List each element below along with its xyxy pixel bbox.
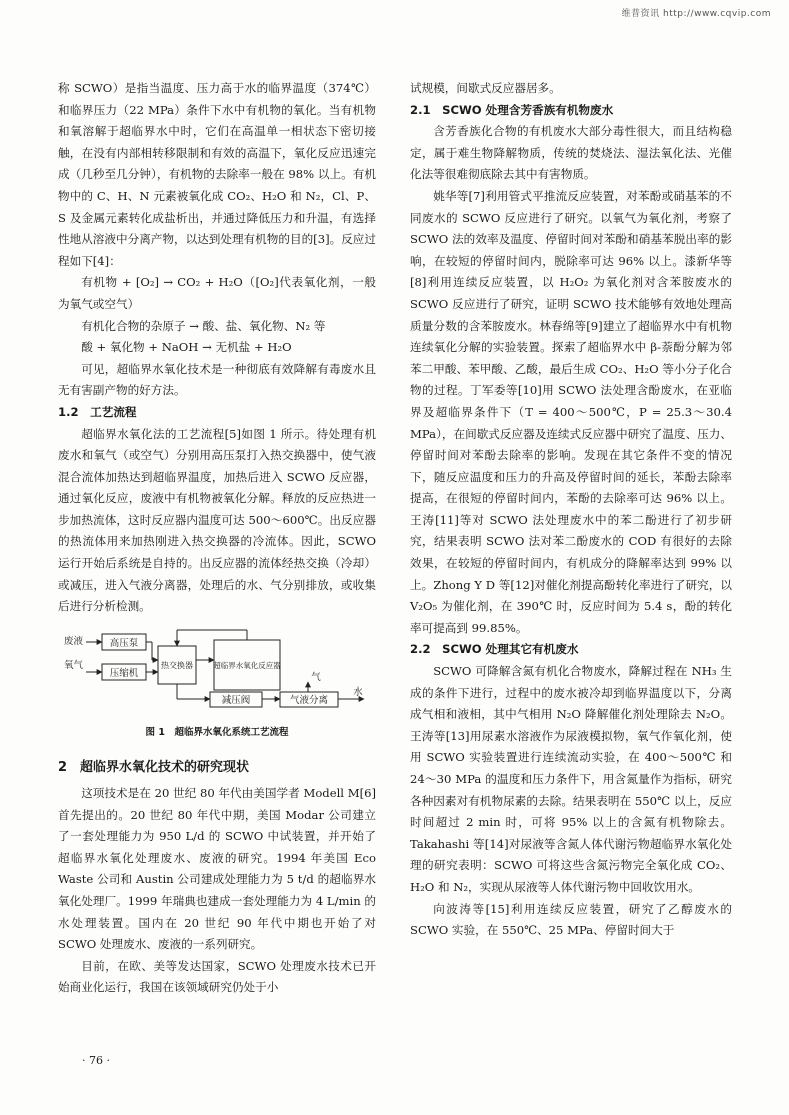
paragraph: 超临界水氧化法的工艺流程[5]如图 1 所示。待处理有机废水和氧气（或空气）分别用高压泵打入热交换器中，使气液混合流体加热达到超临界温度，加热后进入 SCWO 反应器，通过氧化反应，废液中有机物被氧化分解。释放的反应热进一步加热流体，这时反应器内温度可达 500～600℃。出反应器的热流体用来加热刚进入热交换器的冷流体。因此，SCWO 运行开始后系统是自持的。出反应器的流体经热交换（冷却）或减压，进入气液分离器，处理后的水、气分别排放，或收集后进行分析检测。 — [58, 426, 376, 614]
section-heading: 2.2 SCWO 处理其它有机废水 — [410, 642, 579, 657]
reaction-formula: 酸 + 氧化物 + NaOH → 无机盐 + H₂O — [81, 340, 292, 355]
paragraph: 姚华等[7]利用管式平推流反应装置，对苯酚或硝基苯的不同废水的 SCWO 反应进行了研究。以氧气为氧化剂，考察了 SCWO 法的效率及温度、停留时间对苯酚和硝基苯脱出率的影响，在较短的停留时间内，脱除率可达 96% 以上。漆新华等[8]利用连续反应装置，以 H₂O₂ 为氧化剂对含苯胺废水的 SCWO 反应进行了研究，证明 SCWO 技术能够有效地处理高质量分数的含苯胺废水。林春绵等[9]建立了超临界水中有机物连续氧化分解的实验装置。探索了超临界水中 β-萘酚分解为邻苯二甲酸、苯甲酸、乙酸，最后生成 CO₂、H₂O 等小分子化合物的过程。丁军委等[10]用 SCWO 法处理含酚废水，在亚临界及超临界条件下（T = 400～500℃，P = 25.3～30.4 MPa），在间歇式反应器及连续式反应器中研究了温度、压力、停留时间对苯酚去除率的影响。发现在其它条件不变的情况下，随反应温度和压力的升高及停留时间的延长，苯酚去除率提高，在很短的停留时间内，苯酚的去除率可达 96% 以上。王涛[11]等对 SCWO 法处理废水中的苯二酚进行了初步研究，结果表明 SCWO 法对苯二酚废水的 COD 有很好的去除效果，在较短的停留时间内，有机成分的降解率达到 99% 以上。Zhong Y D 等[12]对催化剂提高酚转化率进行了研究，以 V₂O₅ 为催化剂，在 390℃ 时，反应时间为 5.4 s，酚的转化率可提高到 99.85%。 — [410, 188, 732, 635]
gas-output-label: 气 — [311, 671, 321, 683]
paragraph: 这项技术是在 20 世纪 80 年代由美国学者 Modell M[6] 首先提出的。20 世纪 80 年代中期，美国 Modar 公司建立了一套处理能力为 950 L/d 的 SCWO 中试装置，并开始了超临界水氧化处理废水、废液的研究。1994 年美国 Eco Waste 公司和 Austin 公司建成处理能力为 5 t/d 的超临界水氧化处理厂。1999 年瑞典也建成一套处理能力为 4 L/min 的水处理装置。国内在 20 世纪 90 年代中期也开始了对 SCWO 处理废水、废液的一系列研究。 — [58, 786, 376, 952]
left-column — [58, 78, 376, 999]
valve-label: 减压阀 — [221, 694, 251, 706]
oxygen-label: 氧气 — [64, 659, 84, 671]
heat-exchanger-label: 热交换器 — [161, 660, 193, 670]
paragraph: 试规模，间歇式反应器居多。 — [410, 81, 561, 95]
reaction-formula: 有机物 + [O₂] → CO₂ + H₂O（[O₂]代表氧化剂，一般为氧气或空气） — [58, 275, 376, 311]
compressor-label: 压缩机 — [109, 667, 139, 679]
section-heading: 2 超临界水氧化技术的研究现状 — [58, 760, 250, 776]
paragraph: 可见，超临界水氧化技术是一种彻底有效降解有毒废水且无有害副产物的好方法。 — [58, 361, 376, 398]
watermark: 维普资讯 http://www.cqvip.com — [621, 9, 771, 19]
process-flow-figure — [58, 626, 376, 716]
paragraph: 含芳香族化合物的有机废水大部分毒性很大，而且结构稳定，属于难生物降解物质，传统的焚烧法、湿法氧化法、光催化法等很难彻底除去其中有害物质。 — [410, 124, 732, 182]
paragraph: SCWO 可降解含氮有机化合物废水，降解过程在 NH₃ 生成的条件下进行，过程中的废水被冷却到临界温度以下，分离成气相和液相，其中气相用 N₂O 降解催化剂处理除去 N₂O。王涛等[13]用尿素水溶液作为尿液模拟物，氧气作氧化剂，使用 SCWO 实验装置进行连续流动实验，在 400～500℃ 和 24～30 MPa 的温度和压力条件下，用含氮量作为指标，研究各种因素对有机物尿素的去除。结果表明在 550℃ 以上，反应时间超过 2 min 时，可将 95% 以上的含氮有机物除去。Takahashi 等[14]对尿液等含氮人体代谢污物超临界水氧化处理的研究表明：SCWO 可将这些含氮污物完全氧化成 CO₂、H₂O 和 N₂，实现从尿液等人体代谢污物中回收饮用水。 — [410, 664, 732, 894]
paragraph: 称 SCWO）是指当温度、压力高于水的临界温度（374℃）和临界压力（22 MPa）条件下水中有机物的氧化。当有机物和氧溶解于超临界水中时，它们在高温单一相状态下密切接触，在没有内部相转移限制和有效的高温下，氧化反应迅速完成（几秒至几分钟），有机物的去除率一般在 98% 以上。有机物中的 C、H、N 元素被氧化成 CO₂、H₂O 和 N₂，Cl、P、S 及金属元素转化成盐析出，并通过降低压力和升温，有选择性地从溶液中分离产物，以达到处理有机物的目的[3]。反应过程如下[4]： — [58, 81, 376, 268]
figure-caption: 图 1 超临界水氧化系统工艺流程 — [145, 726, 289, 738]
paragraph: 向波涛等[15]利用连续反应装置，研究了乙醇废水的 SCWO 实验，在 550℃、25 MPa、停留时间大于 — [410, 901, 732, 938]
process-flow-diagram — [58, 626, 376, 716]
section-heading: 2.1 SCWO 处理含芳香族有机物废水 — [410, 102, 614, 117]
reactor-label: 超临界水氧化反应器 — [213, 660, 281, 670]
waste-liquid-label: 废液 — [64, 635, 84, 647]
reaction-formula: 有机化合物的杂原子 → 酸、盐、氧化物、N₂ 等 — [81, 318, 326, 333]
paragraph: 目前，在欧、美等发达国家，SCWO 处理废水技术已开始商业化运行，我国在该领域研究仍处于小 — [58, 958, 376, 995]
right-column — [410, 78, 732, 942]
water-output-label: 水 — [353, 686, 363, 698]
section-heading: 1.2 工艺流程 — [58, 404, 137, 419]
page-number: · 76 · — [82, 1054, 110, 1067]
separator-label: 气液分离 — [289, 694, 329, 706]
pump-label: 高压泵 — [109, 637, 139, 649]
